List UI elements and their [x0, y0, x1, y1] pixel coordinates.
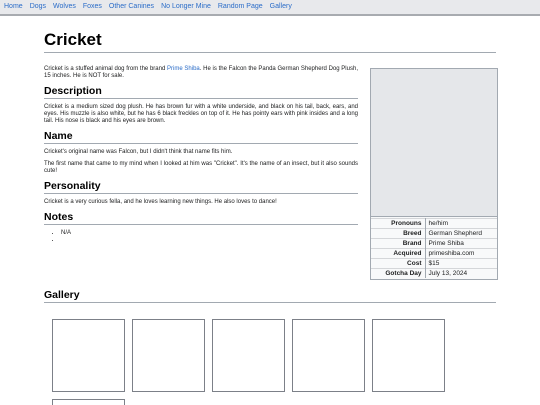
list-item: • N/A	[61, 230, 358, 237]
nav-wolves[interactable]: Wolves	[53, 3, 76, 10]
cost-value: $15	[425, 259, 497, 269]
nav-gallery[interactable]: Gallery	[269, 3, 292, 10]
acquired-label: Acquired	[371, 249, 425, 259]
gotcha-day-label: Gotcha Day	[371, 269, 425, 279]
infobox-image[interactable]	[371, 69, 497, 217]
nav-random-page[interactable]: Random Page	[217, 3, 263, 10]
table-row	[371, 249, 497, 259]
table-row	[371, 229, 497, 239]
gotcha-day-value: July 13, 2024	[425, 269, 497, 279]
page-title: Cricket	[44, 30, 496, 53]
notes-heading: Notes	[44, 211, 358, 225]
nav-other-canines[interactable]: Other Canines	[108, 3, 155, 10]
breed-value: German Shepherd	[425, 229, 497, 239]
table-row	[371, 269, 497, 279]
page-content	[44, 30, 496, 277]
nav-dogs[interactable]: Dogs	[29, 3, 47, 10]
personality-heading: Personality	[44, 180, 358, 194]
infobox	[370, 68, 498, 280]
table-row	[371, 239, 497, 249]
gallery-thumbnail[interactable]	[132, 319, 205, 392]
breed-label: Breed	[371, 229, 425, 239]
table-row	[371, 219, 497, 229]
table-row	[371, 259, 497, 269]
description-heading: Description	[44, 85, 358, 99]
acquired-value: primeshiba.com	[425, 249, 497, 259]
article-body	[44, 66, 358, 244]
name-text-2: The first name that came to my mind when I looked at him was "Cricket". It's the name of an insect, but it also sounds cute!	[44, 161, 358, 174]
nav-foxes[interactable]: Foxes	[82, 3, 102, 10]
intro-text-end: . He is the Falcon the Panda German Shepherd Dog Plush, 15 inches. He is NOT for sale.	[44, 66, 358, 79]
gallery-thumbnail[interactable]	[292, 319, 365, 392]
name-heading: Name	[44, 130, 358, 144]
gallery-thumbnail[interactable]	[212, 319, 285, 392]
brand-label: Brand	[371, 239, 425, 249]
list-item	[61, 237, 358, 244]
top-navigation	[0, 0, 540, 16]
nav-no-longer-mine[interactable]: No Longer Mine	[161, 3, 211, 10]
notes-list	[61, 230, 358, 244]
pronouns-value: he/him	[425, 219, 497, 229]
intro-text-start: Cricket is a stuffed animal dog from the brand	[44, 66, 168, 72]
cost-label: Cost	[371, 259, 425, 269]
name-text-1: Cricket's original name was Falcon, but I didn't think that name fits him.	[44, 149, 233, 155]
gallery-thumbnail[interactable]	[52, 399, 125, 405]
gallery-heading: Gallery	[44, 289, 496, 303]
pronouns-label: Pronouns	[371, 219, 425, 229]
gallery-thumbnail[interactable]	[372, 319, 445, 392]
intro-paragraph	[44, 66, 358, 80]
gallery-thumbnail[interactable]	[52, 319, 125, 392]
personality-text: Cricket is a very curious fella, and he loves learning new things. He also loves to dance!	[44, 199, 277, 205]
nav-home[interactable]: Home	[4, 3, 23, 10]
description-text: Cricket is a medium sized dog plush. He has brown fur with a white underside, and black on his tail, back, ears, and eyes. His muzzle is also white, but he has 6 black freckles on top of it. He has pointy ears with pink insides and a long tail. His nose is black and his eyes are brown.	[44, 104, 358, 124]
brand-value: Prime Shiba	[425, 239, 497, 249]
brand-link[interactable]: Prime Shiba	[167, 66, 200, 72]
infobox-table	[371, 218, 497, 278]
